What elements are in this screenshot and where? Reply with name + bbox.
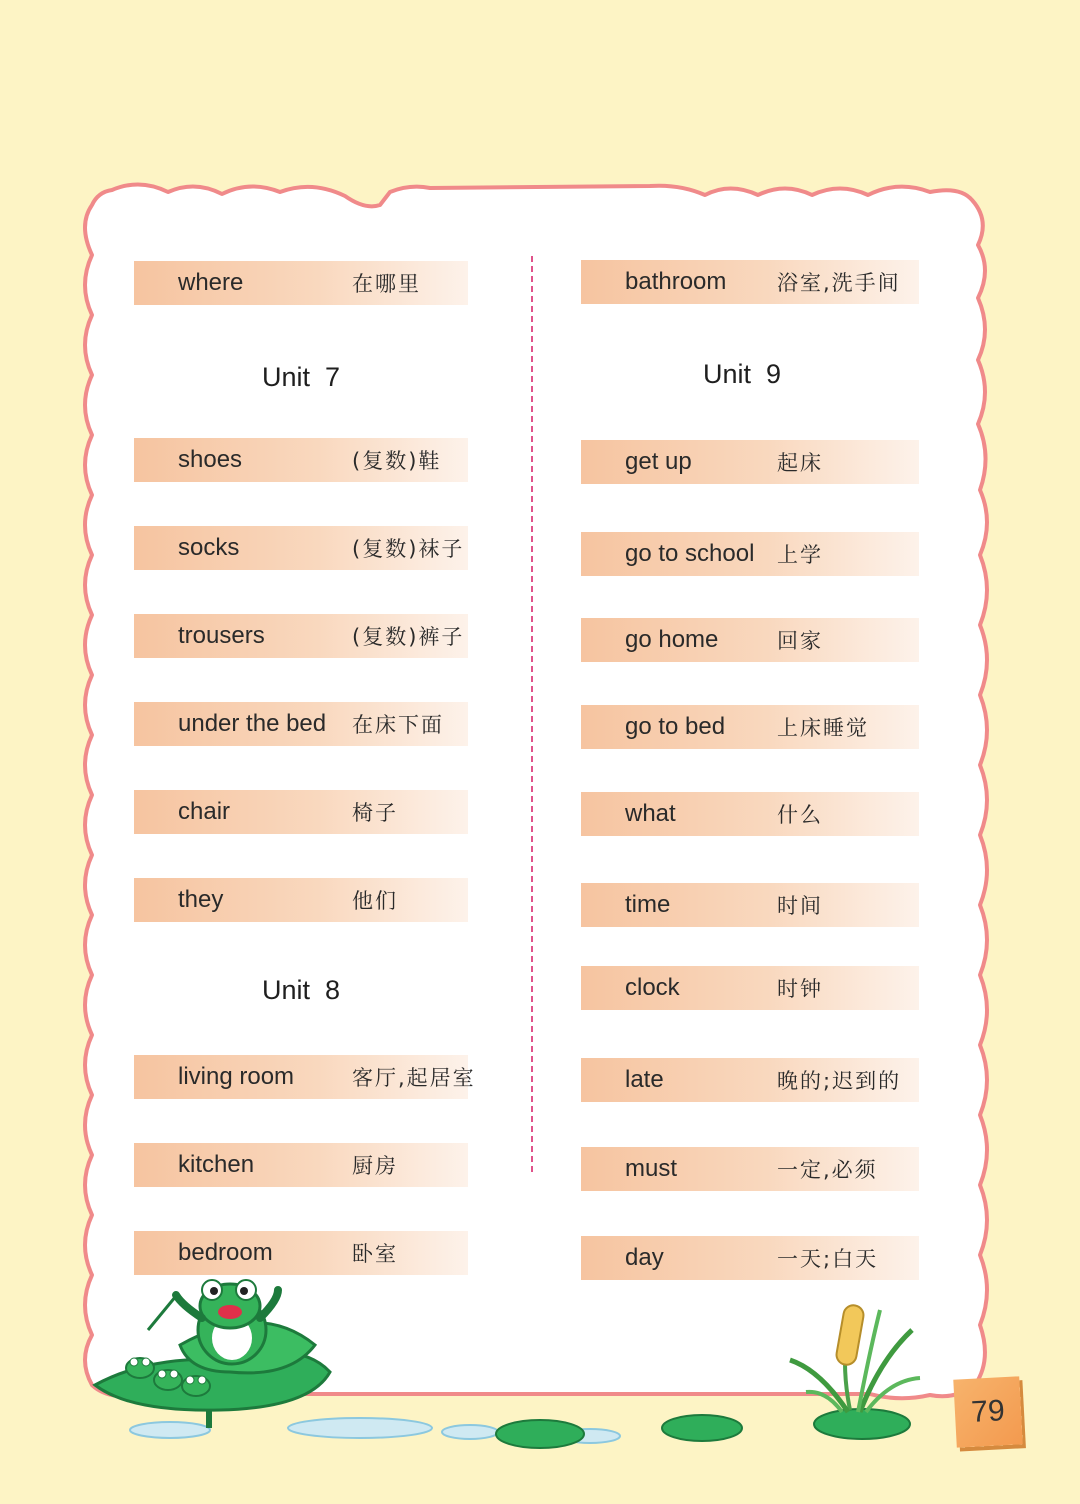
vocab-row-shoes bbox=[134, 438, 468, 482]
unit-heading-unit-8: Unit 8 bbox=[261, 975, 341, 1005]
vocab-row-socks bbox=[134, 526, 468, 570]
vocab-word: clock bbox=[625, 974, 680, 1001]
vocab-row-must bbox=[581, 1147, 919, 1191]
unit-heading-unit-9: Unit 9 bbox=[702, 359, 782, 389]
vocab-meaning: 回家 bbox=[777, 629, 823, 653]
vocab-meaning: 起床 bbox=[777, 451, 823, 475]
page-number: 79 bbox=[953, 1376, 1022, 1447]
vocab-row-day bbox=[581, 1236, 919, 1280]
vocab-word: day bbox=[625, 1244, 664, 1271]
vocab-word: where bbox=[178, 269, 244, 296]
vocab-row-clock bbox=[581, 966, 919, 1010]
vocab-word: shoes bbox=[178, 446, 243, 473]
vocab-row-bedroom bbox=[134, 1231, 468, 1275]
vocab-word: socks bbox=[178, 534, 240, 561]
vocab-word: what bbox=[625, 800, 676, 827]
vocab-word: late bbox=[625, 1066, 664, 1093]
water-puddle bbox=[442, 1425, 498, 1439]
vocab-row-go-to-school bbox=[581, 532, 919, 576]
vocab-word: time bbox=[625, 891, 671, 918]
vocab-meaning: 什么 bbox=[777, 803, 823, 827]
vocab-meaning: 客厅,起居室 bbox=[352, 1066, 476, 1090]
vocab-meaning: 晚的;迟到的 bbox=[777, 1069, 902, 1093]
vocab-word: bedroom bbox=[178, 1239, 273, 1266]
vocab-row-bathroom bbox=[581, 260, 919, 304]
vocab-meaning: 在哪里 bbox=[352, 272, 421, 296]
vocab-word: living room bbox=[178, 1063, 295, 1090]
vocab-row-they bbox=[134, 878, 468, 922]
vocab-meaning: 一天;白天 bbox=[777, 1247, 879, 1271]
vocab-row-time bbox=[581, 883, 919, 927]
vocab-meaning: (复数)鞋 bbox=[352, 449, 442, 473]
vocab-word: get up bbox=[625, 448, 692, 475]
vocab-row-go-home bbox=[581, 618, 919, 662]
vocab-row-chair bbox=[134, 790, 468, 834]
vocab-word: they bbox=[178, 886, 224, 913]
vocab-row-trousers bbox=[134, 614, 468, 658]
vocab-word: chair bbox=[178, 798, 231, 825]
vocab-word: go to bed bbox=[625, 713, 726, 740]
vocab-word: trousers bbox=[178, 622, 265, 649]
unit-heading-unit-7: Unit 7 bbox=[261, 362, 341, 392]
vocab-meaning: 时钟 bbox=[777, 977, 823, 1001]
vocab-word: go to school bbox=[625, 540, 755, 567]
vocab-meaning: (复数)袜子 bbox=[352, 537, 465, 561]
water-puddle bbox=[130, 1422, 210, 1438]
vocab-word: go home bbox=[625, 626, 719, 653]
vocab-row-late bbox=[581, 1058, 919, 1102]
vocab-word: under the bed bbox=[178, 710, 327, 737]
vocab-row-kitchen bbox=[134, 1143, 468, 1187]
vocab-row-go-to-bed bbox=[581, 705, 919, 749]
vocab-meaning: 椅子 bbox=[352, 801, 398, 825]
vocab-meaning: 上学 bbox=[777, 543, 823, 567]
vocab-row-living-room bbox=[134, 1055, 476, 1099]
vocab-row-get-up bbox=[581, 440, 919, 484]
vocab-row-under-the-bed bbox=[134, 702, 468, 746]
vocab-meaning: 卧室 bbox=[352, 1242, 398, 1266]
vocab-word: bathroom bbox=[625, 268, 727, 295]
vocab-meaning: 在床下面 bbox=[352, 713, 444, 737]
vocab-meaning: 上床睡觉 bbox=[777, 716, 869, 740]
vocab-meaning: 他们 bbox=[352, 889, 398, 913]
vocab-row-where bbox=[134, 261, 468, 305]
vocab-meaning: 厨房 bbox=[352, 1154, 398, 1178]
lily-pad bbox=[496, 1420, 584, 1448]
vocab-meaning: 时间 bbox=[777, 894, 823, 918]
vocab-meaning: 浴室,洗手间 bbox=[777, 271, 901, 295]
lily-pad bbox=[814, 1409, 910, 1439]
vocab-meaning: (复数)裤子 bbox=[352, 625, 465, 649]
vocab-word: must bbox=[625, 1155, 678, 1182]
water-puddle bbox=[288, 1418, 432, 1438]
column-divider bbox=[531, 256, 533, 1172]
vocab-row-what bbox=[581, 792, 919, 836]
vocab-meaning: 一定,必须 bbox=[777, 1158, 878, 1182]
lily-pad bbox=[662, 1415, 742, 1441]
vocab-word: kitchen bbox=[178, 1151, 255, 1178]
